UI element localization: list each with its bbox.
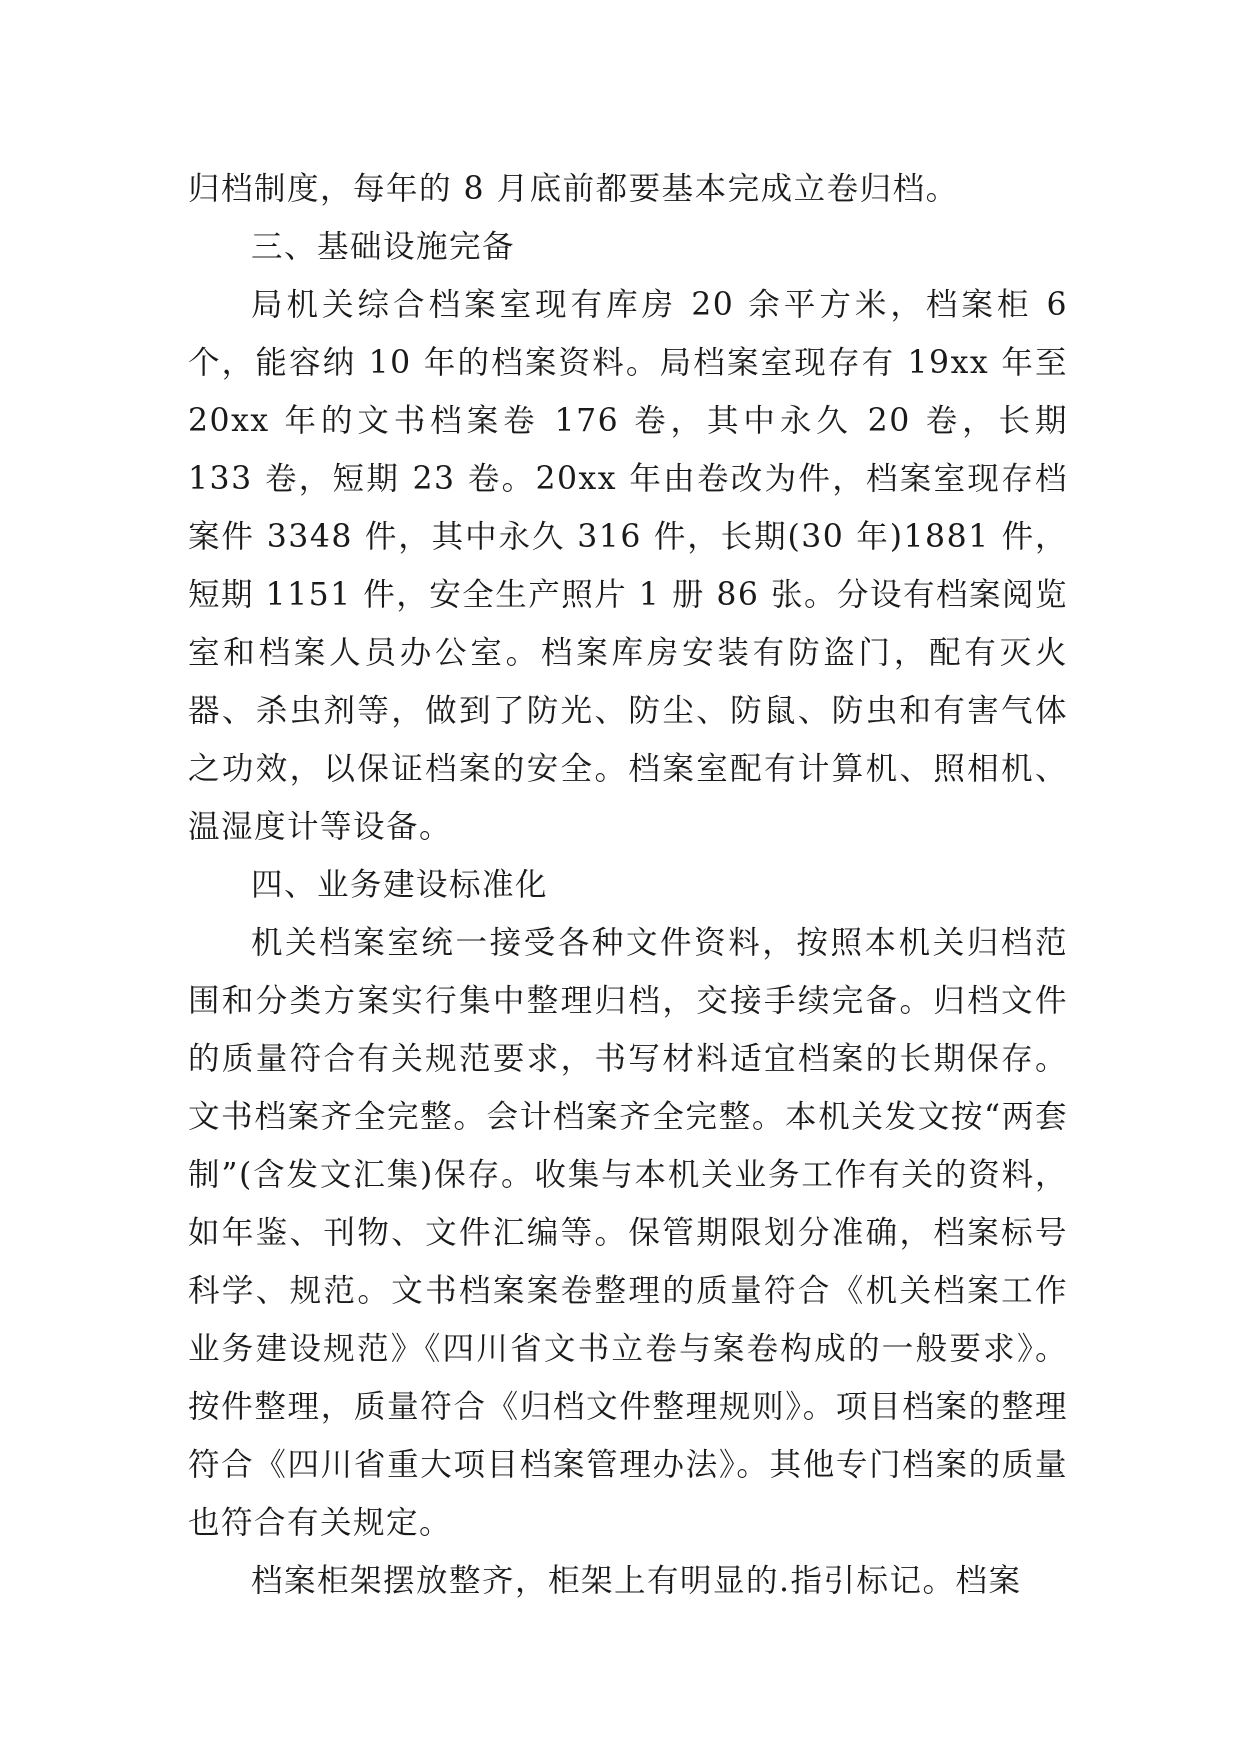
paragraph-cabinets: 档案柜架摆放整齐，柜架上有明显的.指引标记。档案 <box>251 1563 1022 1599</box>
section-heading-infrastructure: 三、基础设施完备 <box>251 229 516 265</box>
paragraph-infrastructure: 局机关综合档案室现有库房 20 余平方米，档案柜 6 个，能容纳 10 年的档案资料。局档案室现存有 19xx 年至 20xx 年的文书档案卷 176 卷，其中永久 20 卷，长期 133 卷，短期 23 卷。20xx 年由卷改为件，档案室现存档案件 3348 件，其中永久 316 件，长期(30 年)1881 件，短期 1151 件，安全生产照片 1 册 86 张。分设有档案阅览室和档案人员办公室。档案库房安装有防盗门，配有灭火器、杀虫剂等，做到了防光、防尘、防鼠、防虫和有害气体之功效，以保证档案的安全。档案室配有计算机、照相机、温湿度计等设备。 <box>188 287 1068 845</box>
section-heading-standardization: 四、业务建设标准化 <box>251 867 549 903</box>
paragraph-continuation: 归档制度，每年的 8 月底前都要基本完成立卷归档。 <box>188 171 959 207</box>
paragraph-standardization: 机关档案室统一接受各种文件资料，按照本机关归档范围和分类方案实行集中整理归档，交接手续完备。归档文件的质量符合有关规范要求，书写材料适宜档案的长期保存。文书档案齐全完整。会计档案齐全完整。本机关发文按“两套制”(含发文汇集)保存。收集与本机关业务工作有关的资料，如年鉴、刊物、文件汇编等。保管期限划分准确，档案标号科学、规范。文书档案案卷整理的质量符合《机关档案工作业务建设规范》《四川省文书立卷与案卷构成的一般要求》。按件整理，质量符合《归档文件整理规则》。项目档案的整理符合《四川省重大项目档案管理办法》。其他专门档案的质量也符合有关规定。 <box>188 925 1068 1541</box>
document-body <box>188 160 1068 1610</box>
